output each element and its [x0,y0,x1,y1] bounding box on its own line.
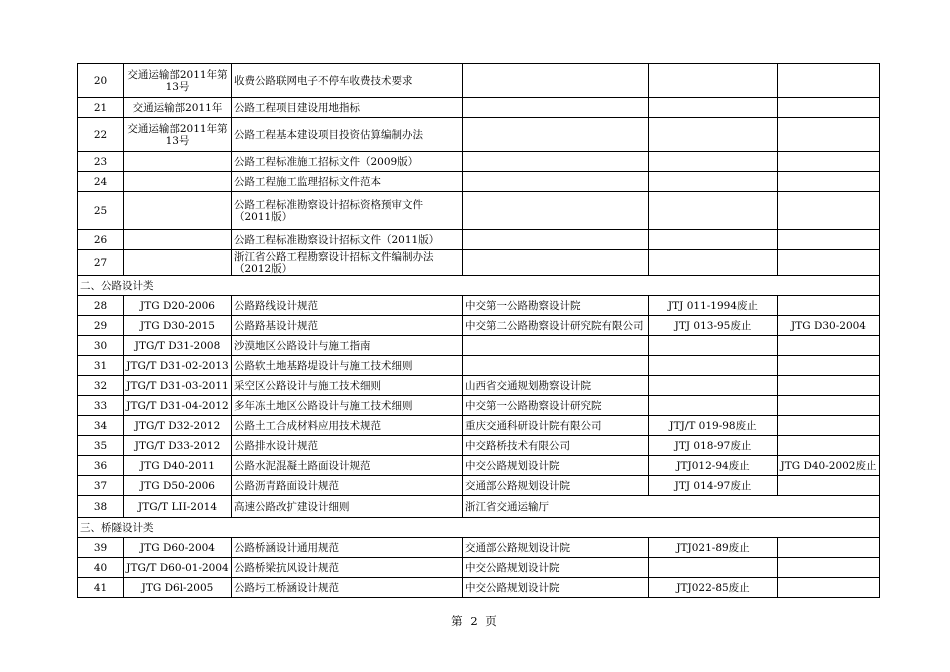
standard-code-cell: JTG/T D32-2012 [124,416,232,436]
editing-unit-cell: 中交路桥技术有限公司 [463,436,649,456]
row-number-cell: 28 [78,296,124,316]
superseded-standard-cell [649,172,778,192]
standards-table [77,63,880,598]
replaced-version-cell: JTG D30-2004 [778,316,880,336]
replaced-version-cell [778,296,880,316]
row-number-cell: 20 [78,64,124,98]
editing-unit-cell: 重庆交通科研设计院有限公司 [463,416,649,436]
standard-name-cell: 公路软土地基路堤设计与施工技术细则 [232,356,463,376]
editing-unit-cell: 中交公路规划设计院 [463,456,649,476]
table-row [78,250,880,276]
table-row [78,496,880,518]
standard-code-cell [124,192,232,230]
table-row [78,64,880,98]
replaced-version-cell: JTG D40-2002废止 [778,456,880,476]
superseded-standard-cell [649,98,778,118]
superseded-standard-cell [649,192,778,230]
replaced-version-cell [778,416,880,436]
standard-name-cell: 公路路基设计规范 [232,316,463,336]
row-number-cell: 31 [78,356,124,376]
standard-name-cell: 公路工程标准勘察设计招标资格预审文件（2011版） [232,192,463,230]
standard-name-cell: 收费公路联网电子不停车收费技术要求 [232,64,463,98]
superseded-standard-cell: JTJ 011-1994废止 [649,296,778,316]
superseded-standard-cell: JTJ021-89废止 [649,538,778,558]
section-title: 三、桥隧设计类 [78,518,880,538]
editing-unit-cell [463,172,649,192]
editing-unit-cell: 中交公路规划设计院 [463,558,649,578]
replaced-version-cell [778,578,880,598]
standards-table-body [78,64,880,598]
table-row [78,316,880,336]
table-row [78,396,880,416]
standard-name-cell: 高速公路改扩建设计细则 [232,496,463,518]
editing-unit-cell [463,336,649,356]
row-number-cell: 33 [78,396,124,416]
superseded-standard-cell [649,250,778,276]
editing-unit-cell [463,98,649,118]
editing-unit-cell [463,64,649,98]
table-row [78,476,880,496]
table-row [78,558,880,578]
standard-name-cell: 公路工程基本建设项目投资估算编制办法 [232,118,463,152]
replaced-version-cell [778,172,880,192]
standard-code-cell: JTG/T D60-01-2004 [124,558,232,578]
standard-code-cell: 交通运输部2011年第13号 [124,118,232,152]
table-row [78,192,880,230]
editing-unit-cell: 浙江省交通运输厅 [463,496,880,518]
superseded-standard-cell: JTJ 013-95废止 [649,316,778,336]
standard-name-cell: 浙江省公路工程勘察设计招标文件编制办法（2012版） [232,250,463,276]
row-number-cell: 23 [78,152,124,172]
row-number-cell: 41 [78,578,124,598]
standard-name-cell: 采空区公路设计与施工技术细则 [232,376,463,396]
replaced-version-cell [778,356,880,376]
standard-code-cell: JTG D50-2006 [124,476,232,496]
standard-code-cell [124,230,232,250]
table-row [78,578,880,598]
row-number-cell: 40 [78,558,124,578]
table-row [78,376,880,396]
replaced-version-cell [778,118,880,152]
row-number-cell: 26 [78,230,124,250]
standard-code-cell: JTG D6l-2005 [124,578,232,598]
editing-unit-cell: 中交第二公路勘察设计研究院有限公司 [463,316,649,336]
table-row [78,118,880,152]
table-row [78,230,880,250]
superseded-standard-cell [649,396,778,416]
standard-name-cell: 公路沥青路面设计规范 [232,476,463,496]
row-number-cell: 36 [78,456,124,476]
standard-code-cell: 交通运输部2011年第13号 [124,64,232,98]
standard-name-cell: 公路土工合成材料应用技术规范 [232,416,463,436]
table-row [78,336,880,356]
row-number-cell: 30 [78,336,124,356]
standard-name-cell: 公路水泥混凝土路面设计规范 [232,456,463,476]
table-row [78,416,880,436]
superseded-standard-cell [649,64,778,98]
row-number-cell: 34 [78,416,124,436]
standard-name-cell: 公路桥涵设计通用规范 [232,538,463,558]
replaced-version-cell [778,192,880,230]
standard-name-cell: 公路路线设计规范 [232,296,463,316]
superseded-standard-cell [649,558,778,578]
standard-code-cell: 交通运输部2011年 [124,98,232,118]
editing-unit-cell: 中交公路规划设计院 [463,578,649,598]
row-number-cell: 32 [78,376,124,396]
replaced-version-cell [778,396,880,416]
row-number-cell: 38 [78,496,124,518]
table-row [78,296,880,316]
standard-code-cell: JTG D20-2006 [124,296,232,316]
row-number-cell: 39 [78,538,124,558]
table-row [78,456,880,476]
standard-name-cell: 公路工程项目建设用地指标 [232,98,463,118]
table-row [78,538,880,558]
standard-name-cell: 公路工程施工监理招标文件范本 [232,172,463,192]
replaced-version-cell [778,64,880,98]
replaced-version-cell [778,376,880,396]
table-row [78,172,880,192]
standard-code-cell [124,250,232,276]
superseded-standard-cell: JTJ012-94废止 [649,456,778,476]
standard-code-cell: JTG/T LII-2014 [124,496,232,518]
table-row [78,98,880,118]
superseded-standard-cell: JTJ 018-97废止 [649,436,778,456]
superseded-standard-cell: JTJ/T 019-98废止 [649,416,778,436]
superseded-standard-cell [649,336,778,356]
replaced-version-cell [778,98,880,118]
section-title: 二、公路设计类 [78,276,880,296]
superseded-standard-cell [649,152,778,172]
section-header-row [78,518,880,538]
page-number: 第 2 页 [451,614,499,628]
standard-code-cell [124,152,232,172]
standard-name-cell: 公路工程标准勘察设计招标文件（2011版） [232,230,463,250]
row-number-cell: 37 [78,476,124,496]
standard-code-cell: JTG/T D31-04-2012 [124,396,232,416]
superseded-standard-cell [649,356,778,376]
replaced-version-cell [778,476,880,496]
row-number-cell: 24 [78,172,124,192]
editing-unit-cell [463,250,649,276]
standard-name-cell: 公路桥梁抗风设计规范 [232,558,463,578]
standard-code-cell: JTG/T D31-02-2013 [124,356,232,376]
standard-code-cell [124,172,232,192]
editing-unit-cell: 中交第一公路勘察设计研究院 [463,396,649,416]
editing-unit-cell [463,152,649,172]
superseded-standard-cell [649,230,778,250]
editing-unit-cell [463,230,649,250]
standard-code-cell: JTG D30-2015 [124,316,232,336]
standard-code-cell: JTG/T D31-2008 [124,336,232,356]
superseded-standard-cell: JTJ 014-97废止 [649,476,778,496]
standard-name-cell: 公路圬工桥涵设计规范 [232,578,463,598]
editing-unit-cell: 中交第一公路勘察设计院 [463,296,649,316]
replaced-version-cell [778,336,880,356]
table-row [78,436,880,456]
standard-name-cell: 公路排水设计规范 [232,436,463,456]
standard-name-cell: 多年冻土地区公路设计与施工技术细则 [232,396,463,416]
editing-unit-cell: 交通部公路规划设计院 [463,476,649,496]
editing-unit-cell: 交通部公路规划设计院 [463,538,649,558]
superseded-standard-cell [649,376,778,396]
editing-unit-cell: 山西省交通规划勘察设计院 [463,376,649,396]
replaced-version-cell [778,250,880,276]
editing-unit-cell [463,356,649,376]
row-number-cell: 35 [78,436,124,456]
row-number-cell: 27 [78,250,124,276]
standard-name-cell: 沙漠地区公路设计与施工指南 [232,336,463,356]
superseded-standard-cell: JTJ022-85废止 [649,578,778,598]
standard-code-cell: JTG D60-2004 [124,538,232,558]
editing-unit-cell [463,118,649,152]
replaced-version-cell [778,230,880,250]
replaced-version-cell [778,436,880,456]
replaced-version-cell [778,558,880,578]
row-number-cell: 29 [78,316,124,336]
standard-code-cell: JTG D40-2011 [124,456,232,476]
standard-code-cell: JTG/T D31-03-2011 [124,376,232,396]
table-row [78,152,880,172]
section-header-row [78,276,880,296]
editing-unit-cell [463,192,649,230]
replaced-version-cell [778,538,880,558]
standard-name-cell: 公路工程标准施工招标文件（2009版） [232,152,463,172]
table-row [78,356,880,376]
replaced-version-cell [778,152,880,172]
superseded-standard-cell [649,118,778,152]
row-number-cell: 21 [78,98,124,118]
row-number-cell: 25 [78,192,124,230]
row-number-cell: 22 [78,118,124,152]
standard-code-cell: JTG/T D33-2012 [124,436,232,456]
